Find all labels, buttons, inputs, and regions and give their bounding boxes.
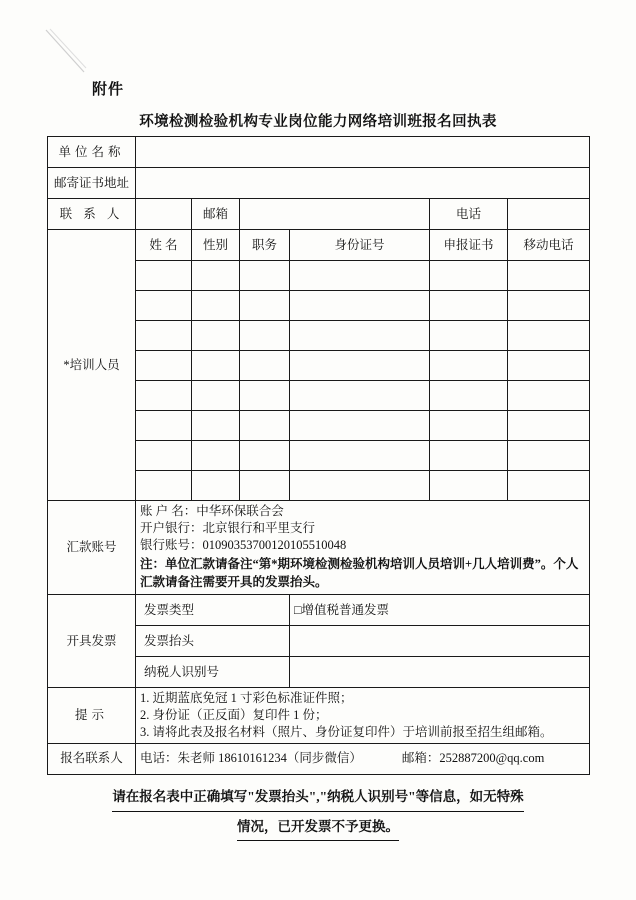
contact-email-value: 252887200@qq.com: [439, 751, 545, 766]
contact-phone-value: 朱老师 18610161234（同步微信）: [177, 751, 362, 766]
input-mail-address[interactable]: [136, 168, 590, 199]
cell-trainee-position[interactable]: [240, 291, 290, 321]
cell-trainee-certificate[interactable]: [430, 441, 508, 471]
col-header-certificate: 申报证书: [430, 230, 508, 261]
contact-phone-label: 电话：: [140, 751, 178, 766]
table-row: [48, 199, 590, 230]
bank-account-no-value: 01090353700120105510048: [202, 537, 347, 552]
cell-trainee-mobile[interactable]: [508, 261, 590, 291]
cell-trainee-certificate[interactable]: [430, 291, 508, 321]
registration-contact-details: [136, 743, 590, 774]
cell-trainee-mobile[interactable]: [508, 411, 590, 441]
remit-account-details: [136, 501, 590, 595]
label-invoice-type: 发票类型: [136, 595, 290, 626]
label-taxpayer-id: 纳税人识别号: [136, 657, 290, 688]
cell-trainee-certificate[interactable]: [430, 261, 508, 291]
table-row: [48, 688, 590, 744]
cell-trainee-gender[interactable]: [192, 351, 240, 381]
cell-trainee-certificate[interactable]: [430, 471, 508, 501]
registration-form-table: [47, 136, 590, 775]
cell-trainee-position[interactable]: [240, 441, 290, 471]
label-mail-address: 邮寄证书地址: [48, 168, 136, 199]
cell-trainee-gender[interactable]: [192, 291, 240, 321]
cell-trainee-gender[interactable]: [192, 381, 240, 411]
cell-trainee-name[interactable]: [136, 261, 192, 291]
bank-account-name-label: 账 户 名：: [140, 504, 197, 518]
contact-email-label: 邮箱：: [401, 751, 440, 766]
bank-remit-note: 注：单位汇款请备注“第*期环境检测检验机构培训人员培训+几人培训费”。个人汇款请备注需要开具的发票抬头。: [140, 556, 579, 590]
bank-name-line: [140, 520, 585, 537]
label-contact-person: 联 系 人: [48, 199, 136, 230]
cell-trainee-name[interactable]: [136, 351, 192, 381]
table-row: [48, 137, 590, 168]
label-remit-account: 汇款账号: [48, 501, 136, 595]
cell-trainee-certificate[interactable]: [430, 321, 508, 351]
label-email: 邮箱: [192, 199, 240, 230]
input-phone[interactable]: [508, 199, 590, 230]
label-registration-contact: 报名联系人: [48, 743, 136, 774]
checkbox-vat-general-invoice[interactable]: □增值税普通发票: [290, 595, 590, 626]
cell-trainee-certificate[interactable]: [430, 411, 508, 441]
table-row: [48, 230, 590, 261]
col-header-gender: 性别: [192, 230, 240, 261]
footer-warning-line2: 情况，已开发票不予更换。: [237, 814, 399, 842]
input-unit-name[interactable]: [136, 137, 590, 168]
cell-trainee-id[interactable]: [290, 471, 430, 501]
input-invoice-title[interactable]: [290, 626, 590, 657]
input-contact-person[interactable]: [136, 199, 192, 230]
cell-trainee-certificate[interactable]: [430, 381, 508, 411]
cell-trainee-gender[interactable]: [192, 441, 240, 471]
input-email[interactable]: [240, 199, 430, 230]
cell-trainee-gender[interactable]: [192, 321, 240, 351]
cell-trainee-mobile[interactable]: [508, 291, 590, 321]
footer-warning: [0, 784, 636, 841]
table-row: [48, 168, 590, 199]
cell-trainee-id[interactable]: [290, 351, 430, 381]
page-title: 环境检测检验机构专业岗位能力网络培训班报名回执表: [139, 114, 497, 130]
cell-trainee-position[interactable]: [240, 321, 290, 351]
cell-trainee-position[interactable]: [240, 381, 290, 411]
cell-trainee-certificate[interactable]: [430, 351, 508, 381]
cell-trainee-name[interactable]: [136, 321, 192, 351]
label-tips: 提示: [48, 688, 136, 744]
cell-trainee-name[interactable]: [136, 471, 192, 501]
table-row: [48, 501, 590, 595]
tip-item: 3. 请将此表及报名材料（照片、身份证复印件）于培训前报至招生组邮箱。: [140, 724, 553, 739]
bank-account-name-line: [140, 503, 585, 520]
label-unit-name: 单位名称: [48, 137, 136, 168]
bank-name-label: 开户银行：: [140, 520, 203, 535]
label-issue-invoice: 开具发票: [48, 595, 136, 688]
cell-trainee-name[interactable]: [136, 441, 192, 471]
table-row: [48, 743, 590, 774]
scan-artifact-mark: [44, 28, 88, 74]
col-header-id-number: 身份证号: [290, 230, 430, 261]
bank-account-no-label: 银行账号：: [140, 537, 203, 552]
cell-trainee-position[interactable]: [240, 411, 290, 441]
cell-trainee-name[interactable]: [136, 291, 192, 321]
col-header-name: 姓 名: [136, 230, 192, 261]
attachment-label: 附件: [92, 82, 125, 98]
label-phone: 电话: [430, 199, 508, 230]
bank-name-value: 北京银行和平里支行: [202, 520, 316, 535]
table-row: [48, 595, 590, 626]
input-taxpayer-id[interactable]: [290, 657, 590, 688]
cell-trainee-mobile[interactable]: [508, 351, 590, 381]
cell-trainee-gender[interactable]: [192, 261, 240, 291]
cell-trainee-id[interactable]: [290, 291, 430, 321]
cell-trainee-position[interactable]: [240, 351, 290, 381]
bank-account-name-value: 中华环保联合会: [196, 504, 284, 518]
cell-trainee-id[interactable]: [290, 321, 430, 351]
cell-trainee-gender[interactable]: [192, 471, 240, 501]
label-invoice-title: 发票抬头: [136, 626, 290, 657]
cell-trainee-gender[interactable]: [192, 411, 240, 441]
cell-trainee-id[interactable]: [290, 441, 430, 471]
cell-trainee-mobile[interactable]: [508, 321, 590, 351]
cell-trainee-mobile[interactable]: [508, 441, 590, 471]
footer-warning-line1: 请在报名表中正确填写"发票抬头","纳税人识别号"等信息，如无特殊: [112, 784, 523, 812]
tip-item: 2. 身份证（正反面）复印件 1 份；: [140, 708, 328, 722]
cell-trainee-mobile[interactable]: [508, 471, 590, 501]
label-trainees: *培训人员: [48, 230, 136, 501]
bank-account-no-line: [140, 537, 585, 554]
tip-item: 1. 近期蓝底免冠 1 寸彩色标准证件照；: [140, 691, 353, 706]
cell-trainee-id[interactable]: [290, 381, 430, 411]
cell-trainee-id[interactable]: [290, 411, 430, 441]
cell-trainee-position[interactable]: [240, 261, 290, 291]
col-header-mobile: 移动电话: [508, 230, 590, 261]
cell-trainee-name[interactable]: [136, 381, 192, 411]
cell-trainee-mobile[interactable]: [508, 381, 590, 411]
cell-trainee-position[interactable]: [240, 471, 290, 501]
col-header-position: 职务: [240, 230, 290, 261]
cell-trainee-id[interactable]: [290, 261, 430, 291]
tips-content: [136, 688, 590, 744]
cell-trainee-name[interactable]: [136, 411, 192, 441]
